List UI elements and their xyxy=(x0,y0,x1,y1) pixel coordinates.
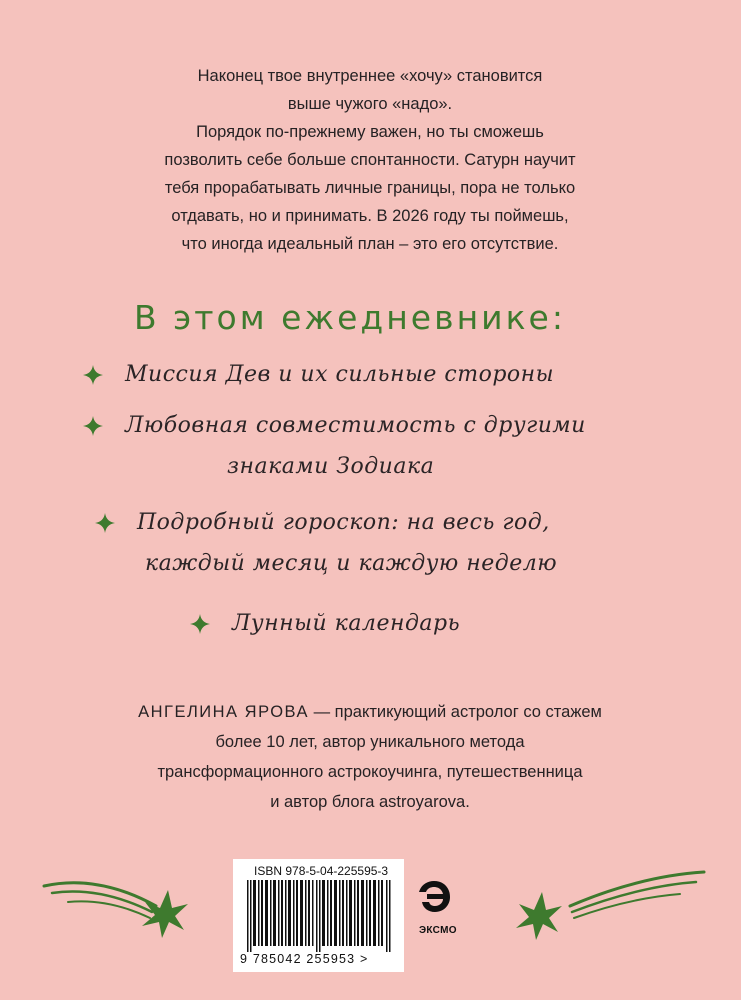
author-bio xyxy=(60,697,680,817)
author-line: и автор блога astroyarova. xyxy=(270,793,470,811)
feature-item xyxy=(125,405,586,487)
feature-text: Подробный гороскоп: на весь год, xyxy=(137,510,550,535)
publisher-name: ЭКСМО xyxy=(419,925,457,936)
intro-line: тебя прорабатывать личные границы, пора не только xyxy=(164,179,576,197)
barcode-icon xyxy=(247,880,395,952)
feature-item xyxy=(125,354,554,395)
features-heading: В этом ежедневнике: xyxy=(134,298,566,337)
isbn-text: ISBN 978-5-04-225595-3 xyxy=(254,864,389,878)
author-line: трансформационного астрокоучинга, путешественница xyxy=(157,763,583,781)
intro-line: позволить себе больше спонтанности. Сатурн научит xyxy=(164,151,576,169)
feature-item xyxy=(137,502,557,584)
sparkle-icon xyxy=(189,613,211,635)
sparkle-icon xyxy=(94,512,116,534)
feature-text: Лунный календарь xyxy=(232,611,461,636)
feature-text: Любовная совместимость с другими xyxy=(125,413,586,438)
intro-line: Порядок по-прежнему важен, но ты сможешь xyxy=(196,123,544,141)
intro-line: Наконец твое внутреннее «хочу» становится xyxy=(197,67,543,85)
feature-item xyxy=(232,603,460,644)
author-line xyxy=(60,697,680,727)
comet-icon xyxy=(38,846,188,946)
sparkle-icon xyxy=(82,415,104,437)
feature-text: каждый месяц и каждую неделю xyxy=(145,551,558,576)
feature-text: знаками Зодиака xyxy=(227,454,435,479)
intro-line: что иногда идеальный план – это его отсутствие. xyxy=(181,235,559,253)
comet-icon xyxy=(500,846,710,946)
barcode-number: 9 785042 255953 > xyxy=(240,952,369,966)
intro-line: выше чужого «надо». xyxy=(287,95,453,113)
author-name: АНГЕЛИНА ЯРОВА xyxy=(138,703,310,721)
intro-paragraph xyxy=(90,62,650,258)
author-text: — практикующий астролог со стажем xyxy=(309,703,602,721)
feature-text: Миссия Дев и их сильные стороны xyxy=(125,362,555,387)
author-line: более 10 лет, автор уникального метода xyxy=(215,733,525,751)
intro-line: отдавать, но и принимать. В 2026 году ты поймешь, xyxy=(171,207,569,225)
sparkle-icon xyxy=(82,364,104,386)
eksmo-logo-icon xyxy=(414,877,454,923)
